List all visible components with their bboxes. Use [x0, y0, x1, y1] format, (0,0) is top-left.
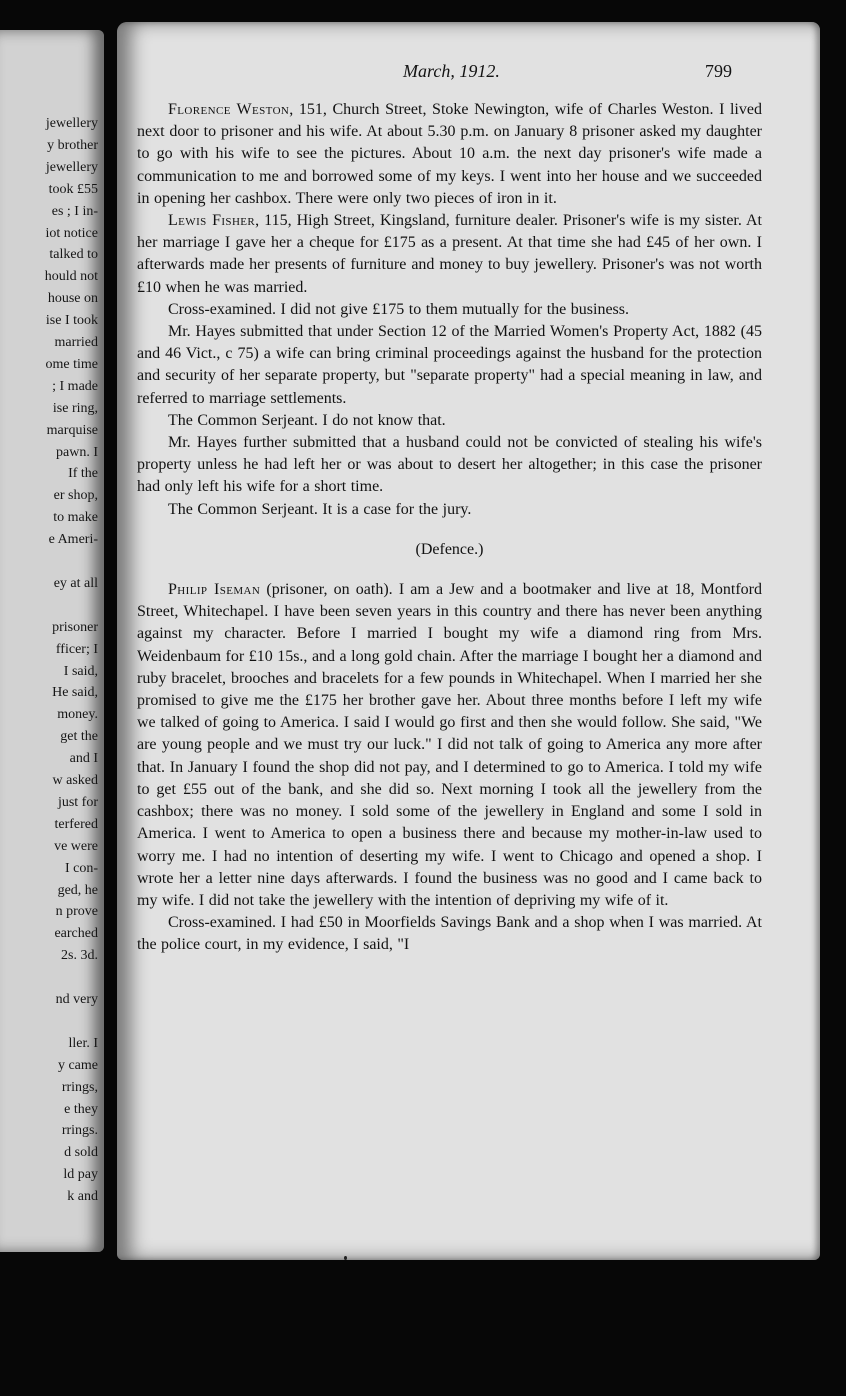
left-page-fragment: 2s. 3d. [61, 948, 98, 964]
paragraph-text: Mr. Hayes further submitted that a husband could not be convicted of stealing his wife's property unless he had left her or was about to desert her altogether; in this case the prisoner had only left his wife for a short time. [137, 434, 762, 496]
left-page-fragment: I said, [63, 663, 98, 679]
left-page-fragment: nd very [55, 992, 98, 1007]
left-page-fragment: ise I took [45, 313, 98, 329]
left-page-fragment: get the [60, 729, 98, 745]
left-page-fragment: e they [64, 1101, 98, 1117]
left-page-fragment: terfered [54, 816, 98, 832]
left-page-fragment: y came [57, 1057, 98, 1073]
left-page-fragment: I con- [64, 860, 98, 876]
left-page-fragment: talked to [49, 247, 98, 263]
left-page-edge [0, 30, 104, 1252]
left-page-fragment: d sold [64, 1145, 98, 1161]
paragraph-lewis-fisher [137, 210, 762, 299]
running-header-date: March, 1912. [403, 61, 500, 81]
paragraph-text: The Common Serjeant. It is a case for the jury. [168, 500, 472, 518]
left-page-fragment: ; I made [52, 378, 98, 394]
witness-name: Philip Iseman [168, 581, 261, 599]
left-page-fragment: k and [67, 1189, 98, 1205]
left-page-fragment: house on [47, 291, 98, 307]
left-page-fragment: jewellery [45, 116, 98, 131]
paragraph-hayes-submission [137, 321, 762, 410]
left-page-fragment: marquise [46, 422, 98, 438]
witness-name: Lewis Fisher [168, 212, 256, 230]
section-heading-defence: (Defence.) [415, 540, 484, 558]
paragraph-text: The Common Serjeant. I do not know that. [168, 411, 446, 429]
paragraph-text: (prisoner, on oath). I am a Jew and a bootmaker and live at 18, Montford Street, Whitechapel. I have been seven years in this country and there has never been anything against my character. Before I married I bought my wife a diamond ring from Mrs. Weidenbaum for £10 15s., and a long gold chain. After the marriage I bought her a diamond and ruby bracelet, brooches and bracelets for a few pounds in Whitechapel. When I married her she promised to give me the £175 her brother gave her. About three months before I left my wife we talked of going to America. I said I would go first and then she would follow. She said, "We are young people and we must try our luck." I did not talk of going to America any more after that. In January I found the shop did not pay, and I determined to go to America. I told my wife to get £55 out of the bank, and she did so. Next morning I took all the jewellery from the cashbox; there was no money. I sold some of the jewellery in England and some I sold in America. I went to America to open a business there and because my mother-in-law used to worry me. I had no intention of deserting my wife. I went to Chicago and opened a shop. I wrote her a letter nine days afterwards. I found the business was no good and I came back to my wife. I did not take the jewellery with the intention of depriving my wife of it. [137, 581, 762, 909]
left-page-fragment: ller. I [68, 1035, 98, 1051]
left-page-fragment: to make [53, 510, 98, 526]
left-page-fragment: ise ring, [52, 400, 98, 416]
left-page-fragment: married [54, 335, 98, 350]
left-page-fragment: rrings. [61, 1123, 98, 1139]
paragraph-florence-weston [137, 99, 762, 210]
paragraph-hayes-further [137, 432, 762, 499]
left-page-fragment: If the [68, 466, 98, 482]
left-page-fragment: e Ameri- [48, 532, 98, 548]
left-page-fragment: iot notice [45, 225, 98, 241]
left-page-fragment: n prove [55, 904, 98, 920]
paragraph-text: , 115, High Street, Kingsland, furniture dealer. Prisoner's wife is my sister. At her marriage I gave her a cheque for £175 as a present. At that time she had £45 of her own. I afterwards made her presents of furniture and money to buy jewellery. Prisoner's was not worth £10 when he was married. [137, 212, 762, 296]
paragraph-text: Mr. Hayes submitted that under Section 12 of the Married Women's Property Act, 1882 (45 and 46 Vict., c 75) a wife can bring criminal proceedings against the husband for the protection and security of her separate property, but "separate property" had a special meaning in law, and referred to marriage settlements. [137, 323, 762, 407]
left-page-fragment: rrings, [61, 1079, 98, 1095]
paragraph-philip-iseman [137, 579, 762, 912]
left-page-fragment: w asked [52, 773, 98, 788]
left-page-fragment: just for [57, 794, 98, 810]
left-page-fragment: ld pay [63, 1167, 98, 1183]
paragraph-cross-examined [137, 299, 762, 321]
witness-name: Florence Weston [168, 101, 290, 118]
left-page-fragment: y brother [47, 137, 98, 153]
paragraph-common-serjeant-jury [137, 499, 762, 521]
left-page-fragment: pawn. I [56, 444, 98, 460]
left-page-fragment: es ; I in- [51, 203, 98, 219]
left-page-fragment: ged, he [57, 882, 98, 898]
left-page-fragment: money. [57, 707, 98, 723]
paragraph-text: Cross-examined. I did not give £175 to them mutually for the business. [168, 300, 629, 318]
left-page-fragment: hould not [44, 269, 98, 285]
page-body [137, 99, 762, 957]
paragraph-common-serjeant [137, 410, 762, 432]
left-page-fragment: ome time [45, 356, 98, 372]
paragraph-cross-examined-iseman [137, 912, 762, 956]
left-page-fragment: prisoner [52, 619, 98, 635]
left-page-fragment: earched [54, 926, 98, 942]
left-page-fragment: ey at all [53, 575, 98, 591]
left-page-fragment: fficer; I [55, 641, 98, 657]
left-page-fragment: jewellery [45, 159, 98, 175]
ink-speck [344, 1256, 347, 1260]
left-page-fragment: took £55 [48, 181, 98, 197]
page-799 [117, 22, 820, 1260]
page-number: 799 [705, 61, 732, 81]
left-page-fragment: ve were [54, 838, 98, 854]
left-page-fragment: and I [69, 751, 98, 767]
paragraph-text: Cross-examined. I had £50 in Moorfields Savings Bank and a shop when I was married. At the police court, in my evidence, I said, "I [137, 914, 762, 954]
paragraph-text: , 151, Church Street, Stoke Newington, wife of Charles Weston. I lived next door to prisoner and his wife. At about 5.30 p.m. on January 8 prisoner asked my daughter to go with his wife to see the pictures. About 10 a.m. the next day prisoner's wife made a communication to me and borrowed some of my keys. I went into her house and we succeeded in opening her cashbox. There were only two pieces of iron in it. [137, 101, 762, 207]
left-page-fragment: He said, [52, 685, 98, 701]
left-page-fragment: er shop, [53, 488, 98, 504]
